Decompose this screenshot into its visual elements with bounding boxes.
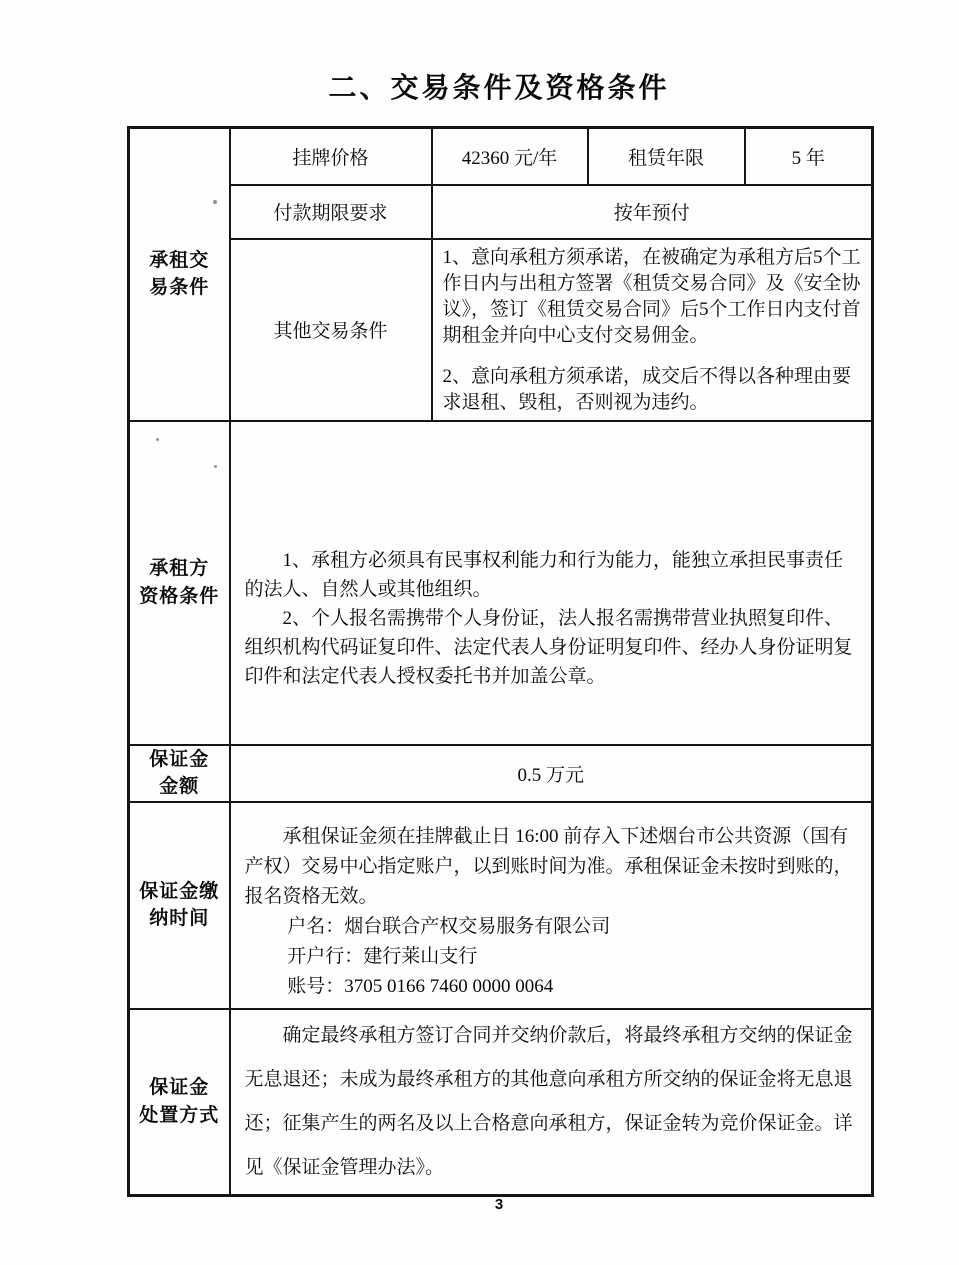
lease-term-value: 5 年 — [745, 128, 873, 185]
table-row-payment-term — [129, 185, 873, 239]
page-title: 二、交易条件及资格条件 — [328, 73, 670, 104]
deposit-account-number: 账号：3705 0166 7460 0000 0064 — [287, 975, 554, 997]
page-number: 3 — [494, 1196, 504, 1213]
row-header-qualification: 承租方 资格条件 — [129, 421, 230, 745]
table-row-deposit-payment — [129, 802, 873, 1009]
deposit-amount-value: 0.5 万元 — [230, 745, 873, 802]
table-row-deposit-disposal — [129, 1009, 873, 1196]
payment-term-label: 付款期限要求 — [230, 185, 432, 239]
scan-speck — [156, 438, 159, 441]
other-conditions-text — [432, 239, 873, 421]
table-row-other-conditions — [129, 239, 873, 421]
listing-price-value: 42360 元/年 — [432, 128, 588, 185]
other-conditions-label: 其他交易条件 — [230, 239, 432, 421]
row-header-lease-conditions: 承租交 易条件 — [129, 128, 230, 421]
row-header-deposit-payment: 保证金缴 纳时间 — [129, 802, 230, 1009]
deposit-bank: 开户行：建行莱山支行 — [287, 945, 478, 967]
deposit-payment-intro: 承租保证金须在挂牌截止日 16:00 前存入下述烟台市公共资源（国有产权）交易中心指定账户，以到账时间为准。承租保证金未按时到账的，报名资格无效。 — [244, 825, 853, 907]
other-condition-item: 2、意向承租方须承诺，成交后不得以各种理由要求退租、毁租，否则视为违约。 — [442, 365, 852, 413]
listing-price-label: 挂牌价格 — [230, 128, 432, 185]
row-header-deposit-amount: 保证金 金额 — [129, 745, 230, 802]
deposit-payment-text — [230, 802, 873, 1009]
table-row-listing-price — [129, 128, 873, 185]
scan-speck — [213, 200, 217, 204]
deposit-disposal-text — [230, 1009, 873, 1196]
qualification-paragraph: 1、承租方必须具有民事权利能力和行为能力，能独立承担民事责任的法人、自然人或其他组织。 — [244, 550, 844, 600]
qualification-text — [230, 421, 873, 745]
scan-speck — [214, 465, 217, 468]
deposit-account-name: 户名：烟台联合产权交易服务有限公司 — [287, 915, 611, 937]
row-header-deposit-disposal: 保证金 处置方式 — [129, 1009, 230, 1196]
payment-term-value: 按年预付 — [432, 185, 873, 239]
table-row-qualification — [129, 421, 873, 745]
other-condition-item: 1、意向承租方须承诺，在被确定为承租方后5个工作日内与出租方签署《租赁交易合同》及《安全协议》，签订《租赁交易合同》后5个工作日内支付首期租金并向中心支付交易佣金。 — [442, 246, 861, 346]
conditions-table — [127, 126, 874, 1197]
table-row-deposit-amount — [129, 745, 873, 802]
lease-term-label: 租赁年限 — [588, 128, 745, 185]
qualification-paragraph: 2、个人报名需携带个人身份证，法人报名需携带营业执照复印件、组织机构代码证复印件、法定代表人身份证明复印件、经办人身份证明复印件和法定代表人授权委托书并加盖公章。 — [244, 608, 853, 687]
deposit-disposal-paragraph: 确定最终承租方签订合同并交纳价款后，将最终承租方交纳的保证金无息退还；未成为最终承租方的其他意向承租方所交纳的保证金将无息退还；征集产生的两名及以上合格意向承租方，保证金转为竞价保证金。详见《保证金管理办法》。 — [244, 1024, 853, 1178]
